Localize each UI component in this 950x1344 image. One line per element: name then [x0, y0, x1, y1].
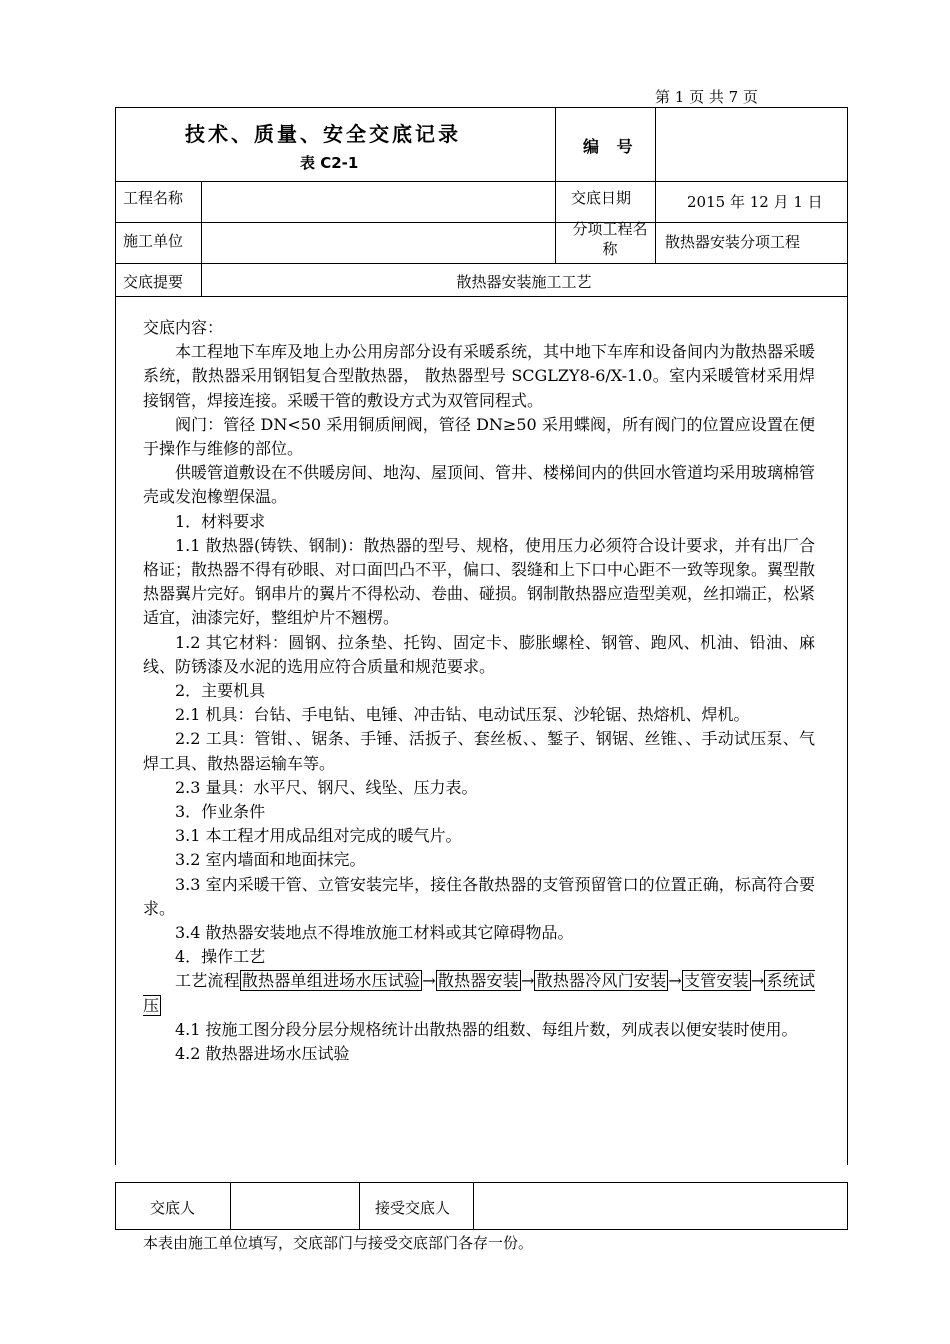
presenter-label: 交底人 — [150, 1198, 196, 1217]
code-label: 编 号 — [583, 137, 639, 156]
paragraph: 阀门：管径 DN<50 采用铜质闸阀，管径 DN≥50 采用蝶阀，所有阀门的位置应设置在便于操作与维修的部位。 — [143, 414, 815, 459]
arrow-icon: → — [422, 971, 436, 991]
flow-step: 散热器安装 — [437, 971, 519, 991]
paragraph: 供暖管道敷设在不供暖房间、地沟、屋顶间、管井、楼梯间内的供回水管道均采用玻璃棉管壳或发泡橡塑保温。 — [143, 463, 816, 507]
arrow-icon: → — [521, 971, 535, 991]
flow-step: 系统试压 — [143, 971, 815, 1015]
paragraph: 4.2 散热器进场水压试验 — [175, 1044, 350, 1064]
section-heading: 1．材料要求 — [175, 511, 266, 531]
summary-value: 散热器安装施工工艺 — [456, 272, 592, 291]
receiver-label: 接受交底人 — [375, 1198, 451, 1217]
date-value: 2015 年 12 月 1 日 — [687, 192, 823, 211]
sub-project-value: 散热器安装分项工程 — [665, 232, 801, 251]
footer-note: 本表由施工单位填写，交底部门与接受交底部门各存一份。 — [143, 1234, 534, 1252]
process-flow — [143, 969, 815, 1017]
paragraph: 1.1 散热器(铸铁、钢制)：散热器的型号、规格，使用压力必须符合设计要求，并有出厂合格证；散热器不得有砂眼、对口面凹凸不平，偏口、裂缝和上下口中心距不一致等现象。翼型散热器翼片完好。钢串片的翼片不得松动、卷曲、碰损。钢制散热器应造型美观，丝扣端正，松紧适宜，油漆完好，整组炉片不翘楞。 — [143, 535, 816, 628]
paragraph: 2.1 机具：台钻、手电钻、电锤、冲击钻、电动试压泵、沙轮锯、热熔机、焊机。 — [175, 705, 750, 725]
summary-label: 交底提要 — [123, 272, 184, 291]
sub-project-label — [570, 219, 650, 259]
receiver-value — [480, 1192, 840, 1222]
sub-project-label-line1: 分项工程名 — [572, 220, 648, 238]
flow-step: 支管安装 — [683, 971, 749, 991]
content-body — [143, 316, 815, 1066]
flow-step: 散热器冷风门安装 — [536, 971, 667, 991]
sub-project-label-line2: 称 — [602, 240, 618, 258]
page-number: 第 1 页 共 7 页 — [655, 88, 758, 106]
date-label: 交底日期 — [571, 188, 632, 207]
paragraph: 2.3 量具：水平尺、钢尺、线坠、压力表。 — [175, 777, 478, 797]
form-number: 表 C2-1 — [300, 154, 359, 172]
arrow-icon: → — [750, 971, 765, 991]
paragraph: 4.1 按施工图分段分层分规格统计出散热器的组数、每组片数，列成表以便安装时使用。 — [175, 1019, 798, 1039]
paragraph: 本工程地下车库及地上办公用房部分设有采暖系统，其中地下车库和设备间内为散热器采暖系统，散热器采用钢铝复合型散热器， 散热器型号 SCGLZY8-6/X-1.0。室内采暖管材采用焊接钢管，焊接连接。采暖干管的敷设方式为双管同程式。 — [143, 342, 816, 410]
arrow-icon: → — [668, 971, 682, 991]
paragraph: 3.2 室内墙面和地面抹完。 — [175, 850, 366, 870]
project-name-value — [205, 182, 545, 212]
paragraph: 3.4 散热器安装地点不得堆放施工材料或其它障碍物品。 — [175, 923, 574, 943]
section-heading: 2．主要机具 — [175, 681, 266, 701]
project-name-label: 工程名称 — [123, 188, 184, 207]
paragraph: 1.2 其它材料：圆钢、拉条垫、托钩、固定卡、膨胀螺栓、钢管、跑风、机油、铅油、麻线、防锈漆及水泥的选用应符合质量和规范要求。 — [143, 632, 815, 676]
contractor-label: 施工单位 — [123, 231, 184, 250]
presenter-value — [235, 1192, 355, 1222]
paragraph: 3.3 室内采暖干管、立管安装完毕，接住各散热器的支管预留管口的位置正确，标高符合要求。 — [143, 874, 815, 918]
section-heading: 4．操作工艺 — [175, 947, 266, 967]
contractor-value — [205, 225, 545, 255]
flow-step: 散热器单组进场水压试验 — [241, 971, 421, 991]
section-heading: 3．作业条件 — [175, 802, 266, 822]
paragraph: 3.1 本工程才用成品组对完成的暖气片。 — [175, 826, 462, 846]
content-heading: 交底内容： — [143, 318, 224, 337]
paragraph: 2.2 工具：管钳、、锯条、手锤、活扳子、套丝板、、錾子、钢锯、丝锥、、手动试压泵、气焊工具、散热器运输车等。 — [143, 729, 815, 773]
flow-label: 工艺流程 — [175, 971, 240, 991]
document-title: 技术、质量、安全交底记录 — [185, 122, 461, 146]
code-value — [660, 110, 840, 178]
